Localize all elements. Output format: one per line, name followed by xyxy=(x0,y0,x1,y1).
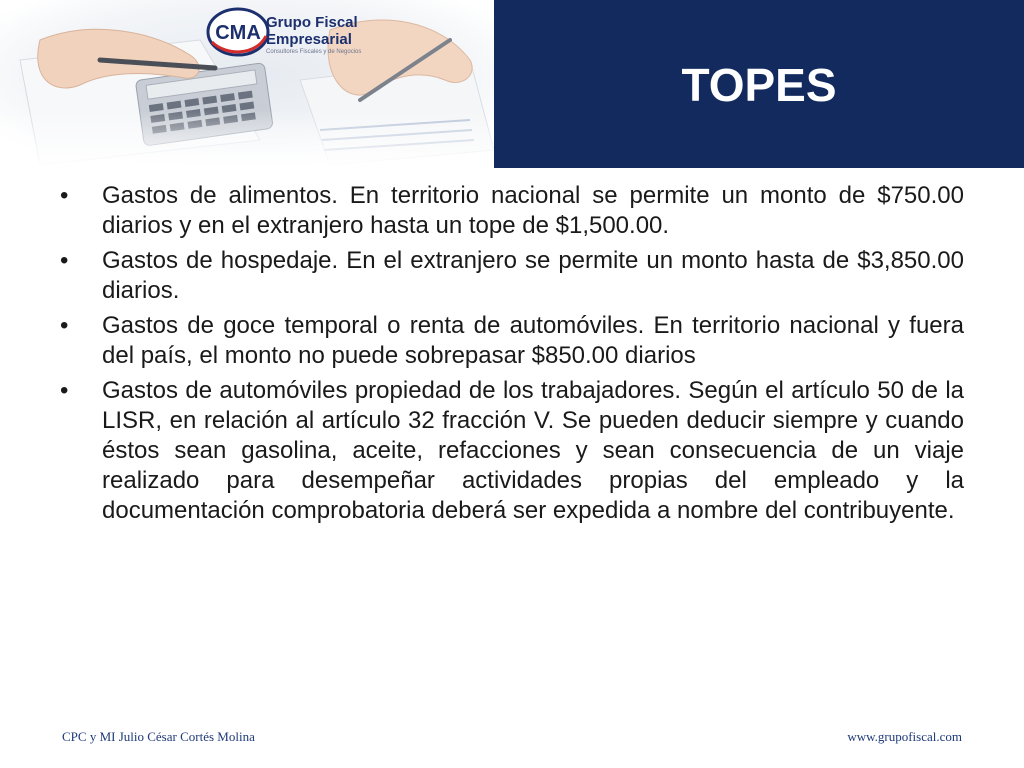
title-band xyxy=(494,0,1024,168)
footer-author: CPC y MI Julio César Cortés Molina xyxy=(62,729,255,744)
bullet-marker: • xyxy=(60,312,69,339)
bullet-text: Gastos de goce temporal o renta de automóviles. En territorio nacional y fuera del país, el monto no puede sobrepasar $850.00 diarios xyxy=(102,312,964,369)
logo-line-1: Grupo Fiscal xyxy=(266,14,358,31)
footer-website[interactable]: www.grupofiscal.com xyxy=(847,729,962,744)
bullet-marker: • xyxy=(60,377,69,404)
header-photo xyxy=(0,0,494,168)
bullet-item xyxy=(58,181,964,241)
bullet-item xyxy=(58,376,964,526)
bullet-marker: • xyxy=(60,182,69,209)
bullet-marker: • xyxy=(60,247,69,274)
bullet-list xyxy=(58,181,964,531)
logo-line-2: Empresarial xyxy=(266,31,352,48)
bullet-text: Gastos de alimentos. En territorio nacional se permite un monto de $750.00 diarios y en el extranjero hasta un tope de $1,500.00. xyxy=(102,182,964,239)
cma-logo-mark-icon xyxy=(206,6,270,58)
slide-title: TOPES xyxy=(681,59,837,111)
company-logo xyxy=(206,4,376,66)
bullet-text: Gastos de hospedaje. En el extranjero se permite un monto hasta de $3,850.00 diarios. xyxy=(102,247,964,304)
bullet-text: Gastos de automóviles propiedad de los trabajadores. Según el artículo 50 de la LISR, en relación al artículo 32 fracción V. Se pueden deducir siempre y cuando éstos sean gasolina, aceite, refacciones y sean consecuencia de un viaje realizado para desempeñar actividades propias del empleado y la documentación comprobatoria deberá ser expedida a nombre del contribuyente. xyxy=(102,377,964,524)
logo-tagline: Consultores Fiscales y de Negocios xyxy=(266,49,362,55)
logo-mark-text: CMA xyxy=(215,22,261,44)
bullet-item xyxy=(58,246,964,306)
bullet-item xyxy=(58,311,964,371)
